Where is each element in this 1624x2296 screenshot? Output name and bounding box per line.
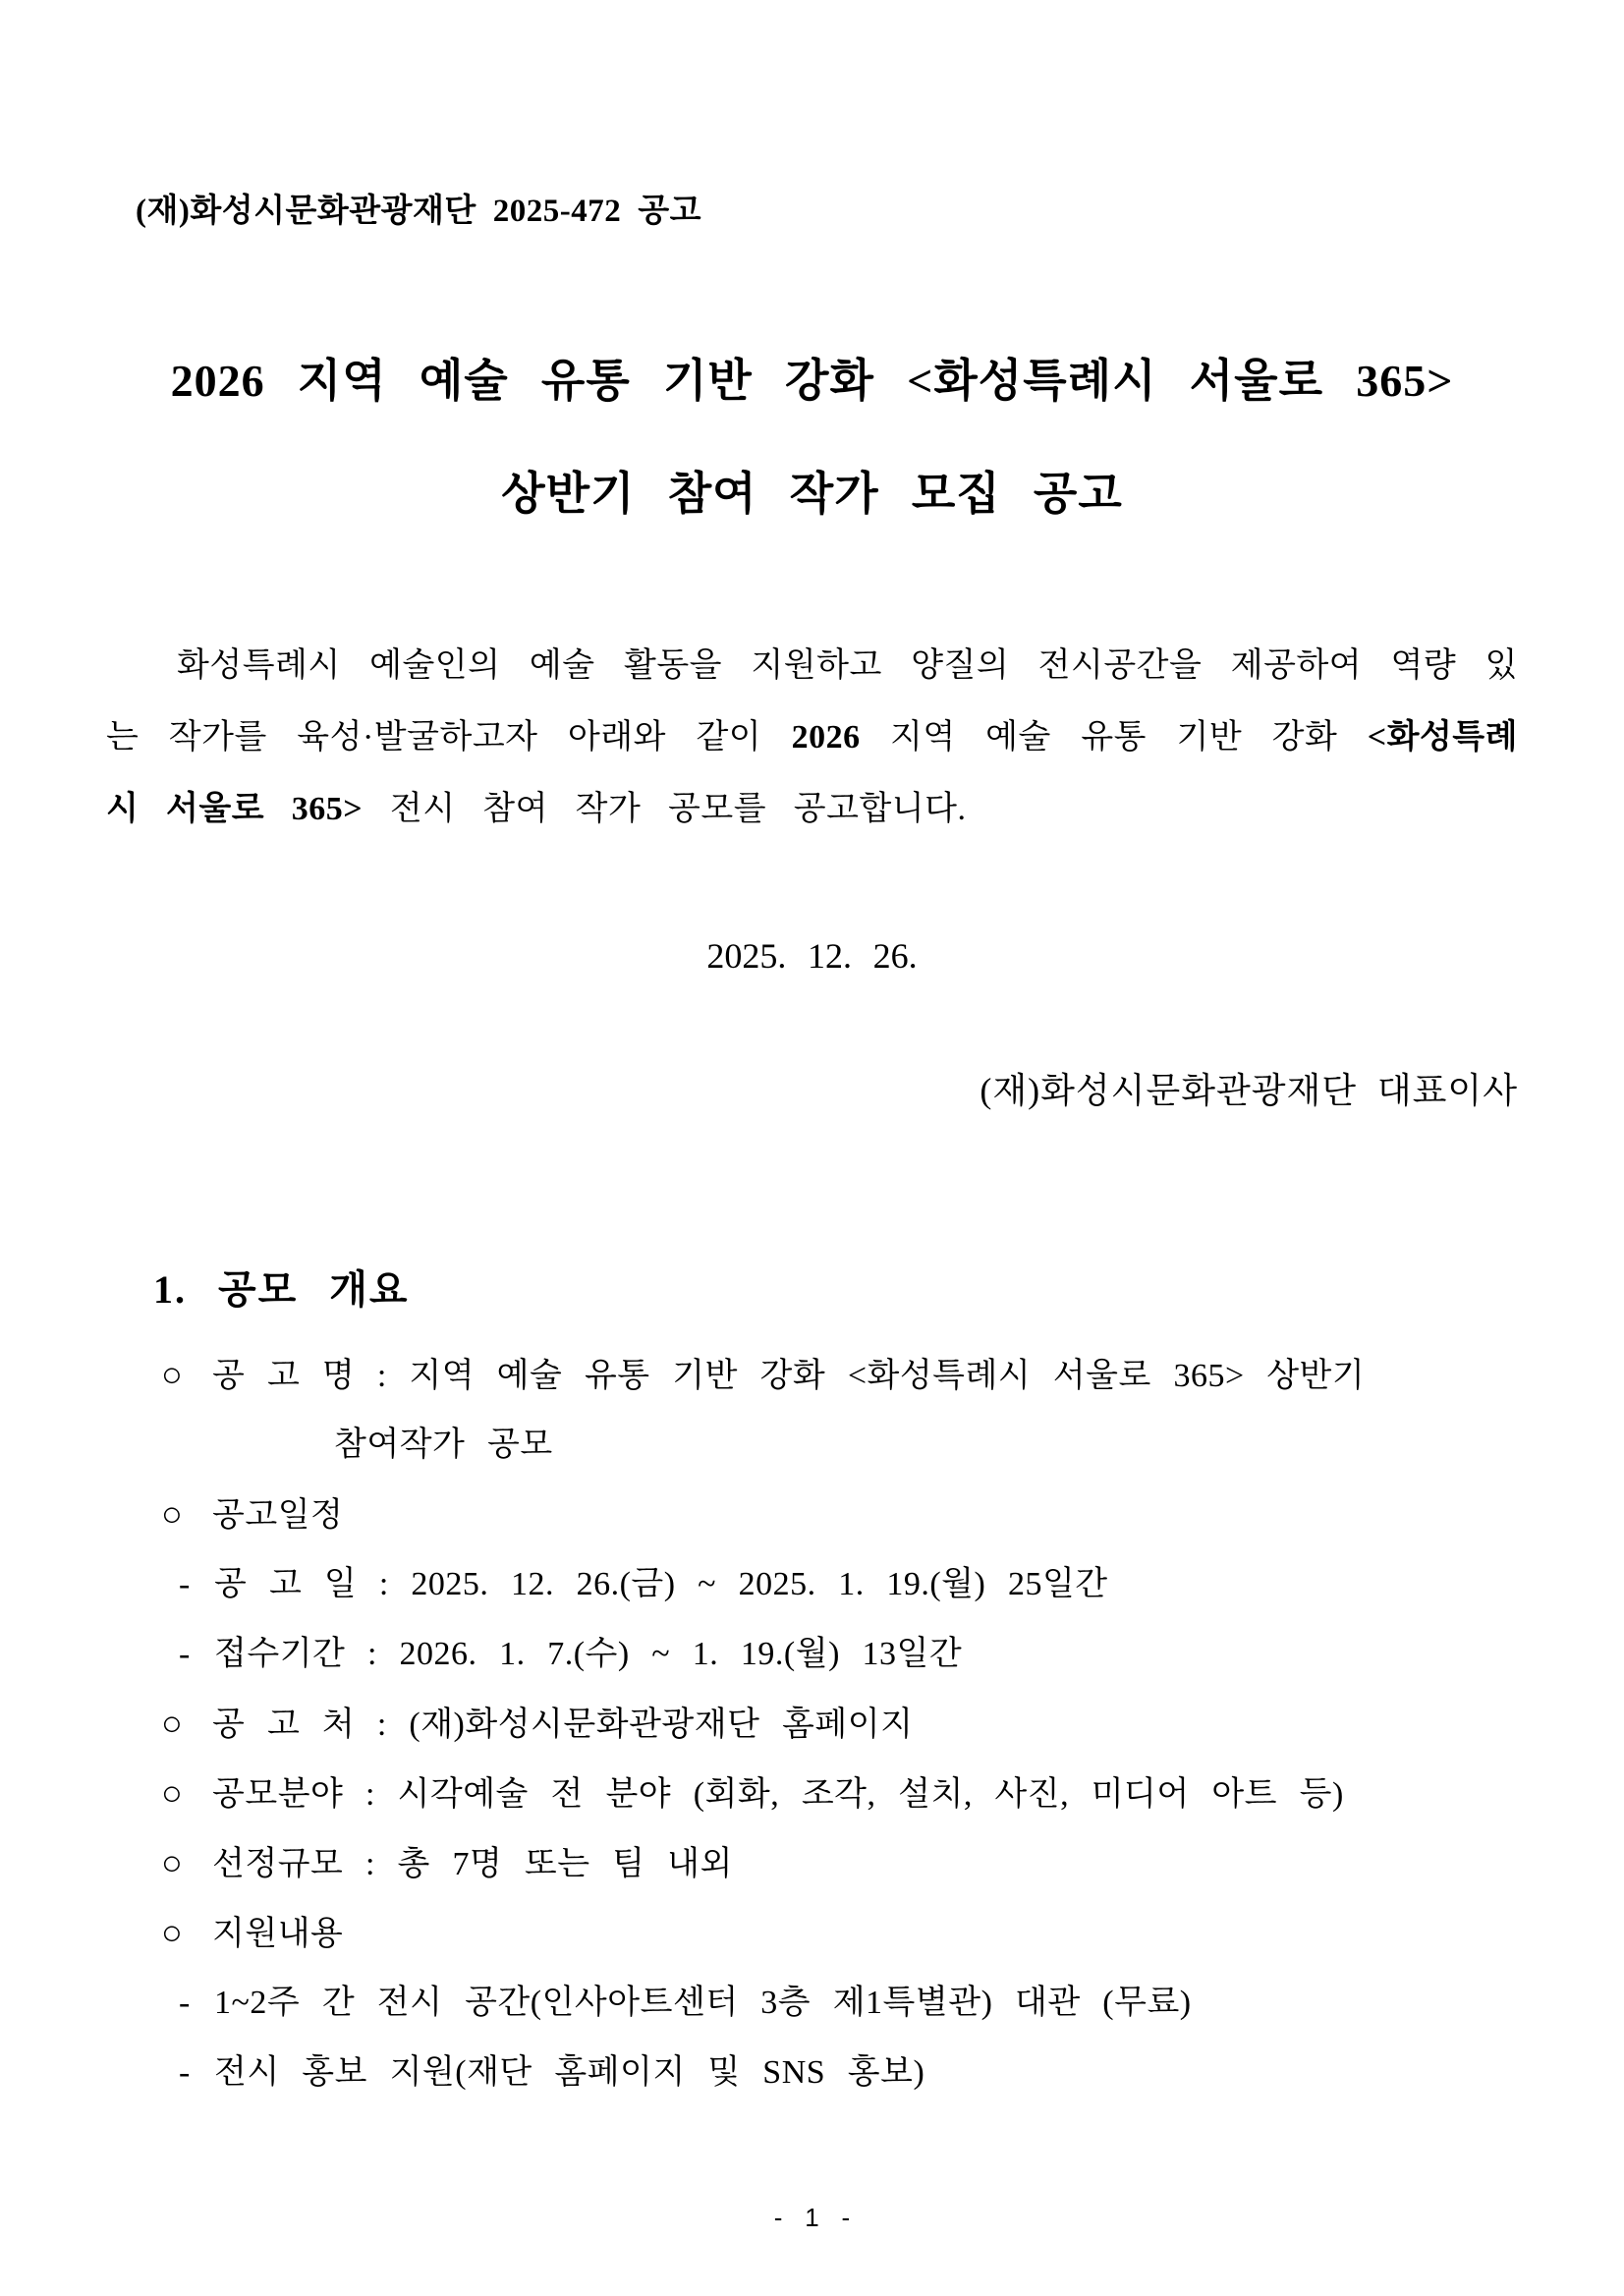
list-item-text: 1~2주 간 전시 공간(인사아트센터 3층 제1특별관) 대관 (무료) — [214, 1985, 1192, 2021]
circle-bullet-icon: ○ — [161, 1494, 184, 1534]
list-item-text: 공 고 일 : 2025. 12. 26.(금) ~ 2025. 1. 19.(월) 25일간 — [214, 1566, 1108, 1602]
list-item — [106, 2038, 1518, 2107]
dash-bullet-icon: - — [179, 1636, 191, 1672]
intro-segment-bold-year: 2026 — [791, 719, 861, 756]
circle-bullet-icon: ○ — [161, 1773, 184, 1813]
list-item-text: 전시 홍보 지원(재단 홈페이지 및 SNS 홍보) — [214, 2054, 925, 2091]
list-item-text: 접수기간 : 2026. 1. 7.(수) ~ 1. 19.(월) 13일간 — [214, 1636, 963, 1672]
list-item-text: 공모분야 : 시각예술 전 분야 (회화, 조각, 설치, 사진, 미디어 아트 등) — [212, 1776, 1344, 1813]
dash-bullet-icon: - — [179, 1566, 191, 1602]
intro-segment: 지역 예술 유통 기반 강화 — [860, 719, 1368, 756]
document-title — [106, 347, 1518, 528]
overview-list — [106, 1340, 1518, 2107]
intro-segment: 전시 참여 작가 공모를 공고합니다. — [363, 791, 967, 827]
document-number-header: (재)화성시문화관광재단 2025-472 공고 — [136, 194, 702, 229]
document-title-line1: 2026 지역 예술 유통 기반 강화 <화성특례시 서울로 365> — [170, 356, 1454, 406]
list-item-text: 선정규모 : 총 7명 또는 팀 내외 — [212, 1846, 733, 1882]
circle-bullet-icon: ○ — [161, 1704, 184, 1743]
page-number: - 1 - — [773, 2203, 851, 2232]
issuer-signature: (재)화성시문화관광재단 대표이사 — [980, 1071, 1518, 1110]
circle-bullet-icon: ○ — [161, 1355, 184, 1394]
list-item-text: 참여작가 공모 — [334, 1427, 553, 1463]
intro-segment-bold-program: <화성특례시 서울로 365> — [106, 719, 1518, 827]
list-item — [106, 1759, 1518, 1828]
dash-bullet-icon: - — [179, 2054, 191, 2091]
circle-bullet-icon: ○ — [161, 1843, 184, 1882]
list-item — [106, 1480, 1518, 1549]
list-item — [106, 1619, 1518, 1689]
list-item — [106, 1968, 1518, 2038]
list-item — [106, 1549, 1518, 1619]
document-title-line2: 상반기 참여 작가 모집 공고 — [501, 469, 1123, 519]
list-item-text: 공 고 명 : 지역 예술 유통 기반 강화 <화성특례시 서울로 365> 상반기 — [212, 1358, 1366, 1394]
list-item — [106, 1689, 1518, 1759]
list-item-text: 공 고 처 : (재)화성시문화관광재단 홈페이지 — [212, 1707, 914, 1743]
intro-paragraph — [106, 630, 1518, 845]
announcement-date: 2025. 12. 26. — [706, 936, 918, 976]
list-item-text: 지원내용 — [212, 1916, 344, 1952]
list-item — [106, 1340, 1518, 1410]
list-item — [106, 1898, 1518, 1968]
list-item-continuation — [106, 1410, 1518, 1480]
list-item — [106, 1828, 1518, 1898]
dash-bullet-icon: - — [179, 1985, 191, 2021]
list-item-text: 공고일정 — [212, 1497, 344, 1534]
section-heading-overview: 1. 공모 개요 — [153, 1267, 410, 1312]
circle-bullet-icon: ○ — [161, 1913, 184, 1952]
intro-segment: 화성특례시 예술인의 예술 활동을 지원하고 양질의 전시공간을 제공하여 역량 있는 작가를 육성·발굴하고자 아래와 같이 — [106, 647, 1518, 756]
